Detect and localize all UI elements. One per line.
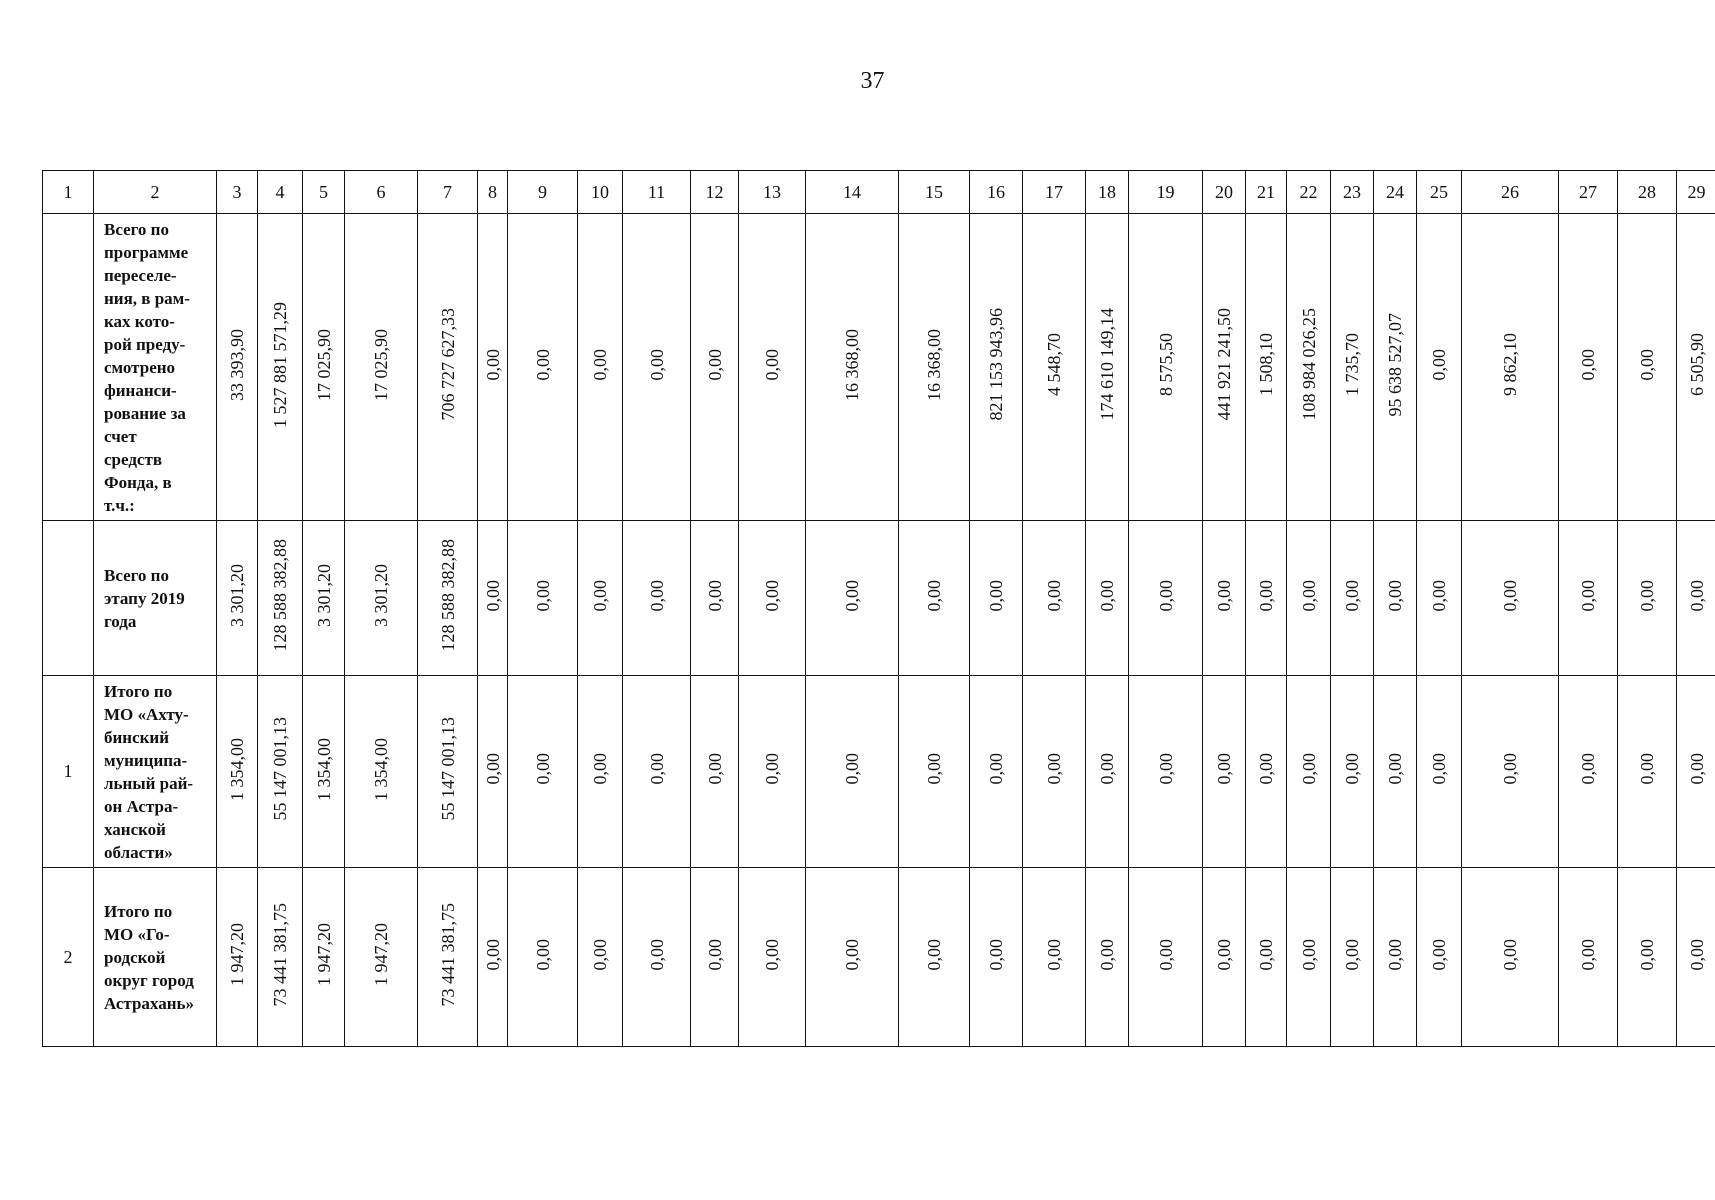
cell-value: 1 947,20	[371, 923, 391, 986]
table-cell	[1331, 868, 1374, 1047]
cell-value: 0,00	[924, 938, 944, 971]
cell-value: 0,00	[1155, 938, 1176, 971]
table-cell	[1618, 521, 1677, 676]
table-cell	[1374, 868, 1417, 1047]
table-cell	[1618, 676, 1677, 868]
table-cell	[970, 214, 1023, 521]
cell-value: 0,00	[1214, 938, 1234, 971]
cell-value: 0,00	[1256, 753, 1276, 785]
table-cell	[508, 868, 578, 1047]
table-cell	[691, 521, 739, 676]
col-header: 21	[1246, 171, 1287, 214]
cell-value: 0,00	[590, 938, 610, 971]
cell-value: 0,00	[762, 753, 782, 785]
cell-value: 0,00	[1429, 753, 1449, 785]
table-cell	[806, 521, 899, 676]
table-cell	[1417, 521, 1462, 676]
col-header: 10	[578, 171, 623, 214]
table-cell	[899, 868, 970, 1047]
col-header: 9	[508, 171, 578, 214]
cell-value: 0,00	[1342, 579, 1362, 612]
table-cell	[1203, 521, 1246, 676]
cell-value: 0,00	[532, 579, 553, 612]
table-cell	[1086, 676, 1129, 868]
col-header: 25	[1417, 171, 1462, 214]
cell-value: 0,00	[1342, 753, 1362, 785]
table-cell	[806, 214, 899, 521]
table-cell	[345, 868, 418, 1047]
col-header: 5	[303, 171, 345, 214]
cell-value: 0,00	[1429, 348, 1449, 381]
cell-value: 0,00	[590, 348, 610, 381]
cell-value: 0,00	[1385, 753, 1405, 785]
cell-value: 128 588 382,88	[437, 539, 458, 652]
cell-value: 16 368,00	[842, 328, 862, 401]
cell-value: 0,00	[1578, 753, 1598, 785]
table-cell	[1287, 214, 1331, 521]
col-header: 19	[1129, 171, 1203, 214]
cell-value: 0,00	[1256, 579, 1276, 612]
table-cell	[418, 521, 478, 676]
table-cell	[1618, 868, 1677, 1047]
table-cell	[1023, 521, 1086, 676]
cell-value: 0,00	[1342, 938, 1362, 971]
cell-value: 0,00	[1298, 938, 1319, 971]
table-cell	[1462, 214, 1559, 521]
cell-value: 0,00	[762, 348, 782, 381]
cell-value: 0,00	[1298, 579, 1319, 612]
table-cell	[691, 676, 739, 868]
cell-value: 0,00	[1578, 938, 1598, 971]
table-cell	[1023, 214, 1086, 521]
cell-value: 0,00	[842, 753, 862, 785]
table-cell	[418, 868, 478, 1047]
cell-value: 73 441 381,75	[437, 902, 458, 1007]
table-cell	[970, 676, 1023, 868]
cell-value: 3 301,20	[371, 564, 391, 627]
table-cell	[1677, 676, 1715, 868]
table-cell	[1086, 521, 1129, 676]
cell-value: 0,00	[1256, 938, 1276, 971]
table-cell	[623, 214, 691, 521]
table-cell	[303, 676, 345, 868]
cell-value: 0,00	[1500, 938, 1520, 971]
cell-value: 0,00	[1686, 938, 1707, 971]
row-number: 2	[43, 868, 94, 1047]
table-cell	[1374, 676, 1417, 868]
col-header: 7	[418, 171, 478, 214]
table-cell	[1331, 676, 1374, 868]
col-header: 3	[217, 171, 258, 214]
cell-value: 73 441 381,75	[270, 902, 290, 1007]
cell-value: 55 147 001,13	[270, 717, 290, 821]
table-cell	[1374, 521, 1417, 676]
cell-value: 0,00	[482, 348, 503, 381]
table-cell	[691, 868, 739, 1047]
table-cell	[1374, 214, 1417, 521]
table-cell	[1203, 868, 1246, 1047]
cell-value: 9 862,10	[1500, 333, 1520, 396]
row-name: Итого по МО «Ахту- бинский муниципа- льный рай- он Астра- ханской области»	[94, 676, 217, 868]
cell-value: 108 984 026,25	[1298, 308, 1319, 421]
table-cell	[899, 521, 970, 676]
table-cell	[1129, 214, 1203, 521]
cell-value: 0,00	[1214, 579, 1234, 612]
cell-value: 0,00	[1578, 348, 1598, 381]
cell-value: 0,00	[590, 579, 610, 612]
table-cell	[1203, 214, 1246, 521]
col-header: 15	[899, 171, 970, 214]
table-cell	[1287, 521, 1331, 676]
col-header: 17	[1023, 171, 1086, 214]
table-cell	[258, 676, 303, 868]
table-cell	[578, 214, 623, 521]
col-header: 6	[345, 171, 418, 214]
data-table	[42, 170, 1715, 1047]
table-cell	[623, 676, 691, 868]
table-cell	[578, 521, 623, 676]
table-cell	[418, 676, 478, 868]
table-cell	[970, 521, 1023, 676]
table-cell	[1677, 521, 1715, 676]
table-cell	[1246, 214, 1287, 521]
table-cell	[478, 676, 508, 868]
table-cell	[1677, 214, 1715, 521]
col-header: 8	[478, 171, 508, 214]
cell-value: 174 610 149,14	[1097, 308, 1117, 421]
table-cell	[508, 676, 578, 868]
table-cell	[478, 521, 508, 676]
cell-value: 0,00	[1686, 579, 1707, 612]
cell-value: 0,00	[1500, 753, 1520, 785]
table-cell	[578, 868, 623, 1047]
cell-value: 1 947,20	[313, 923, 334, 986]
table-cell	[806, 868, 899, 1047]
table-cell	[345, 521, 418, 676]
table-row	[43, 214, 1715, 521]
cell-value: 1 527 881 571,29	[270, 301, 290, 428]
cell-value: 0,00	[986, 938, 1006, 971]
cell-value: 3 301,20	[227, 564, 247, 627]
row-name: Всего по программе переселе- ния, в рам- ках кото- рой преду- смотрено финанси- рование за счет средств Фонда, в т.ч.:	[94, 214, 217, 521]
table-cell	[899, 676, 970, 868]
col-header: 18	[1086, 171, 1129, 214]
col-header: 14	[806, 171, 899, 214]
cell-value: 0,00	[1637, 579, 1657, 612]
cell-value: 706 727 627,33	[437, 308, 458, 421]
cell-value: 0,00	[1155, 753, 1176, 785]
cell-value: 0,00	[646, 753, 667, 785]
table-cell	[303, 214, 345, 521]
cell-value: 33 393,90	[227, 328, 247, 401]
row-number	[43, 214, 94, 521]
table-cell	[258, 214, 303, 521]
table-cell	[217, 676, 258, 868]
col-header: 29	[1677, 171, 1715, 214]
table-cell	[623, 868, 691, 1047]
table-cell	[508, 521, 578, 676]
cell-value: 441 921 241,50	[1214, 308, 1234, 421]
cell-value: 0,00	[1298, 753, 1319, 785]
table-cell	[1559, 521, 1618, 676]
cell-value: 0,00	[482, 579, 503, 612]
table-cell	[508, 214, 578, 521]
cell-value: 0,00	[482, 938, 503, 971]
table-cell	[739, 676, 806, 868]
table-row	[43, 676, 1715, 868]
cell-value: 0,00	[1637, 348, 1657, 381]
page-number: 37	[860, 68, 885, 94]
table-cell	[1462, 521, 1559, 676]
table-cell	[1331, 214, 1374, 521]
table-cell	[258, 868, 303, 1047]
cell-value: 1 508,10	[1256, 333, 1276, 396]
table-cell	[1559, 676, 1618, 868]
col-header: 16	[970, 171, 1023, 214]
table-cell	[899, 214, 970, 521]
table-cell	[1287, 676, 1331, 868]
row-name: Всего по этапу 2019 года	[94, 521, 217, 676]
cell-value: 0,00	[762, 938, 782, 971]
table-cell	[1129, 521, 1203, 676]
cell-value: 1 354,00	[313, 737, 334, 801]
cell-value: 0,00	[704, 348, 725, 381]
table-cell	[478, 214, 508, 521]
cell-value: 0,00	[924, 753, 944, 785]
cell-value: 0,00	[1429, 579, 1449, 612]
cell-value: 0,00	[532, 753, 553, 785]
cell-value: 0,00	[1500, 579, 1520, 612]
cell-value: 0,00	[590, 753, 610, 785]
cell-value: 821 153 943,96	[986, 308, 1006, 421]
col-header: 20	[1203, 171, 1246, 214]
cell-value: 0,00	[762, 579, 782, 612]
table-cell	[345, 214, 418, 521]
cell-value: 0,00	[1578, 579, 1598, 612]
table-cell	[303, 868, 345, 1047]
table-cell	[1618, 214, 1677, 521]
table-cell	[303, 521, 345, 676]
table-cell	[1129, 868, 1203, 1047]
table-row	[43, 868, 1715, 1047]
cell-value: 16 368,00	[924, 328, 944, 401]
table-cell	[739, 868, 806, 1047]
cell-value: 1 354,00	[227, 737, 247, 801]
cell-value: 0,00	[1637, 753, 1657, 785]
table-cell	[478, 868, 508, 1047]
col-header: 23	[1331, 171, 1374, 214]
cell-value: 0,00	[1385, 938, 1405, 971]
cell-value: 0,00	[1385, 579, 1405, 612]
col-header: 22	[1287, 171, 1331, 214]
cell-value: 0,00	[532, 938, 553, 971]
table-cell	[1246, 868, 1287, 1047]
cell-value: 0,00	[842, 579, 862, 612]
cell-value: 0,00	[704, 579, 725, 612]
cell-value: 4 548,70	[1044, 333, 1064, 396]
cell-value: 17 025,90	[313, 328, 334, 401]
table-cell	[1129, 676, 1203, 868]
cell-value: 0,00	[1097, 579, 1117, 612]
table-row	[43, 521, 1715, 676]
row-number	[43, 521, 94, 676]
col-header: 28	[1618, 171, 1677, 214]
cell-value: 0,00	[842, 938, 862, 971]
cell-value: 0,00	[1429, 938, 1449, 971]
cell-value: 0,00	[532, 348, 553, 381]
cell-value: 0,00	[924, 579, 944, 612]
table-cell	[623, 521, 691, 676]
table-cell	[739, 521, 806, 676]
cell-value: 0,00	[1155, 579, 1176, 612]
table-cell	[1246, 676, 1287, 868]
table-cell	[1023, 868, 1086, 1047]
table-cell	[578, 676, 623, 868]
row-number: 1	[43, 676, 94, 868]
cell-value: 0,00	[646, 579, 667, 612]
col-header: 1	[43, 171, 94, 214]
table-cell	[739, 214, 806, 521]
cell-value: 0,00	[1097, 938, 1117, 971]
col-header: 4	[258, 171, 303, 214]
col-header: 12	[691, 171, 739, 214]
table-cell	[1462, 676, 1559, 868]
cell-value: 0,00	[986, 753, 1006, 785]
table-cell	[217, 214, 258, 521]
cell-value: 55 147 001,13	[437, 717, 458, 821]
table-cell	[1331, 521, 1374, 676]
cell-value: 0,00	[482, 753, 503, 785]
cell-value: 0,00	[646, 938, 667, 971]
col-header: 26	[1462, 171, 1559, 214]
cell-value: 0,00	[1044, 753, 1064, 785]
cell-value: 0,00	[1044, 938, 1064, 971]
table-cell	[1417, 214, 1462, 521]
table-cell	[1559, 868, 1618, 1047]
cell-value: 1 947,20	[227, 923, 247, 986]
table-cell	[1287, 868, 1331, 1047]
col-header: 2	[94, 171, 217, 214]
table-cell	[258, 521, 303, 676]
table-cell	[806, 676, 899, 868]
table-cell	[1677, 868, 1715, 1047]
table-cell	[1559, 214, 1618, 521]
col-header: 27	[1559, 171, 1618, 214]
col-header: 24	[1374, 171, 1417, 214]
cell-value: 8 575,50	[1155, 333, 1176, 396]
cell-value: 0,00	[704, 938, 725, 971]
table-cell	[1462, 868, 1559, 1047]
cell-value: 0,00	[1097, 753, 1117, 785]
table-cell	[345, 676, 418, 868]
cell-value: 128 588 382,88	[270, 539, 290, 652]
table-cell	[1203, 676, 1246, 868]
table-cell	[1023, 676, 1086, 868]
header-row	[43, 171, 1715, 214]
table-cell	[691, 214, 739, 521]
cell-value: 0,00	[646, 348, 667, 381]
cell-value: 0,00	[704, 753, 725, 785]
table-cell	[418, 214, 478, 521]
table-cell	[1417, 868, 1462, 1047]
cell-value: 95 638 527,07	[1385, 312, 1405, 417]
col-header: 11	[623, 171, 691, 214]
table-cell	[1086, 214, 1129, 521]
table-cell	[970, 868, 1023, 1047]
col-header: 13	[739, 171, 806, 214]
cell-value: 1 354,00	[371, 737, 391, 801]
cell-value: 1 735,70	[1342, 333, 1362, 396]
row-name: Итого по МО «Го- родской округ город Астрахань»	[94, 868, 217, 1047]
cell-value: 0,00	[1637, 938, 1657, 971]
cell-value: 0,00	[1044, 579, 1064, 612]
cell-value: 0,00	[986, 579, 1006, 612]
table-cell	[1417, 676, 1462, 868]
cell-value: 3 301,20	[313, 564, 334, 627]
table-cell	[1086, 868, 1129, 1047]
table-cell	[217, 521, 258, 676]
cell-value: 0,00	[1686, 753, 1707, 785]
cell-value: 17 025,90	[371, 328, 391, 401]
table-cell	[217, 868, 258, 1047]
table-cell	[1246, 521, 1287, 676]
cell-value: 6 505,90	[1686, 333, 1707, 396]
cell-value: 0,00	[1214, 753, 1234, 785]
